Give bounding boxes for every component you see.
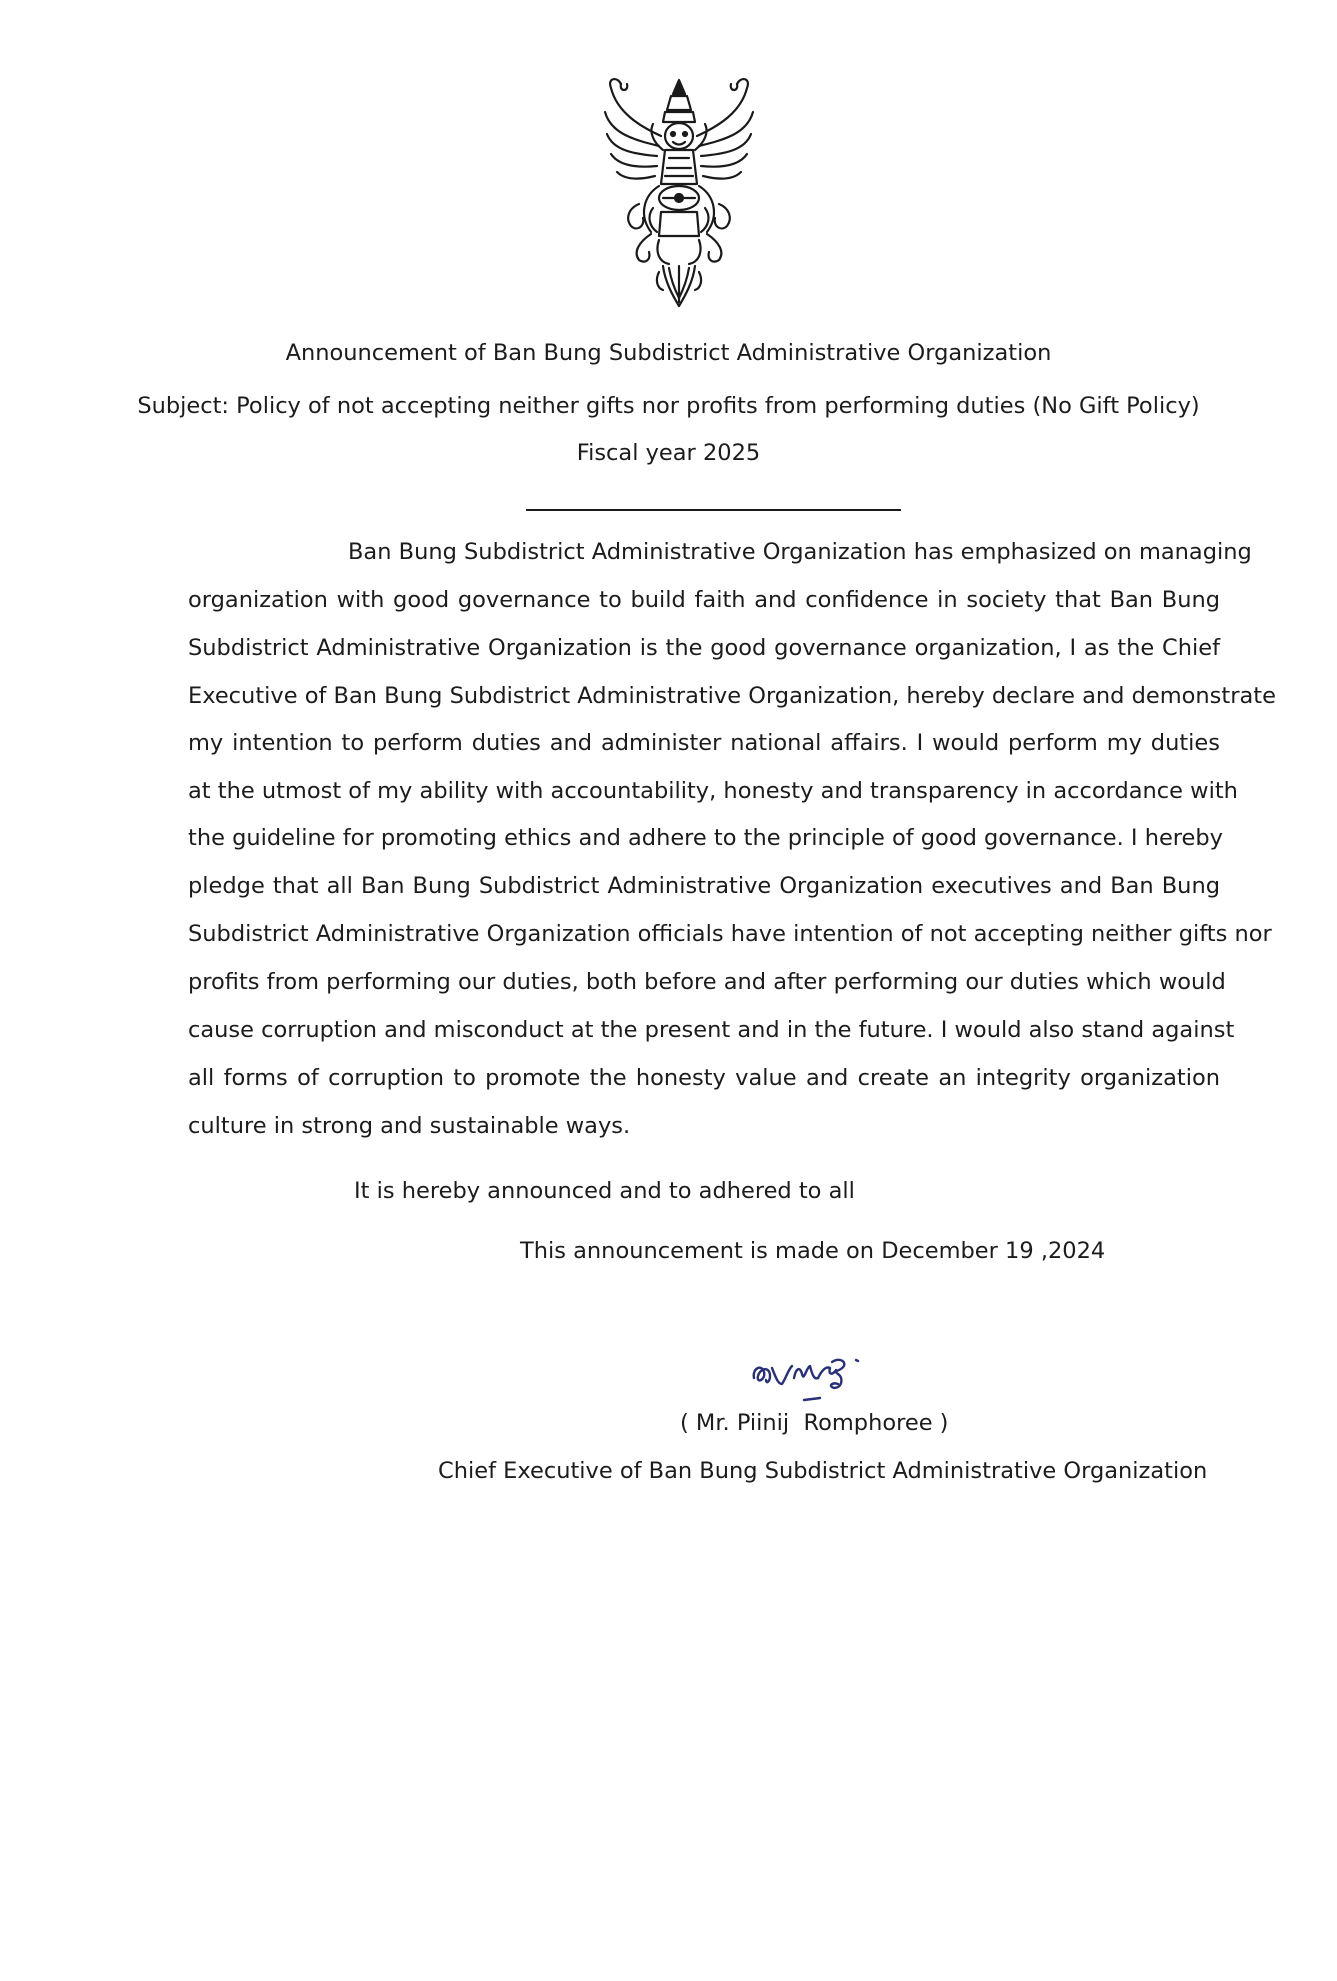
body-line: the guideline for promoting ethics and adhere to the principle of good governance. I hereby xyxy=(188,825,1223,851)
handwritten-signature-icon xyxy=(748,1338,898,1410)
body-line: all forms of corruption to promote the honesty value and create an integrity organization xyxy=(188,1065,1220,1091)
announcement-date: This announcement is made on December 19 ,2024 xyxy=(520,1238,1106,1264)
body-line: Ban Bung Subdistrict Administrative Organization has emphasized on managing xyxy=(348,539,1252,565)
header-divider xyxy=(526,509,901,511)
body-line: Subdistrict Administrative Organization officials have intention of not accepting neither gifts nor xyxy=(188,921,1272,947)
garuda-emblem-icon xyxy=(599,76,759,310)
signer-name: ( Mr. Piinij Romphoree ) xyxy=(680,1410,949,1436)
body-line: my intention to perform duties and administer national affairs. I would perform my duties xyxy=(188,730,1220,756)
body-line: pledge that all Ban Bung Subdistrict Administrative Organization executives and Ban Bung xyxy=(188,873,1220,899)
signer-title: Chief Executive of Ban Bung Subdistrict Administrative Organization xyxy=(438,1458,1208,1484)
body-line: profits from performing our duties, both before and after performing our duties which would xyxy=(188,969,1226,995)
body-line: cause corruption and misconduct at the present and in the future. I would also stand against xyxy=(188,1017,1235,1043)
announcement-subject: Subject: Policy of not accepting neither gifts nor profits from performing duties (No Gift Policy) xyxy=(137,393,1200,419)
body-line: organization with good governance to build faith and confidence in society that Ban Bung xyxy=(188,587,1220,613)
body-line: Executive of Ban Bung Subdistrict Administrative Organization, hereby declare and demonstrate xyxy=(188,683,1276,709)
closing-statement: It is hereby announced and to adhered to all xyxy=(354,1178,855,1204)
body-line: at the utmost of my ability with accountability, honesty and transparency in accordance with xyxy=(188,778,1238,804)
body-line: culture in strong and sustainable ways. xyxy=(188,1113,631,1139)
fiscal-year: Fiscal year 2025 xyxy=(576,440,761,466)
body-line: Subdistrict Administrative Organization is the good governance organization, I as the Chief xyxy=(188,635,1220,661)
announcement-title: Announcement of Ban Bung Subdistrict Administrative Organization xyxy=(285,340,1052,366)
